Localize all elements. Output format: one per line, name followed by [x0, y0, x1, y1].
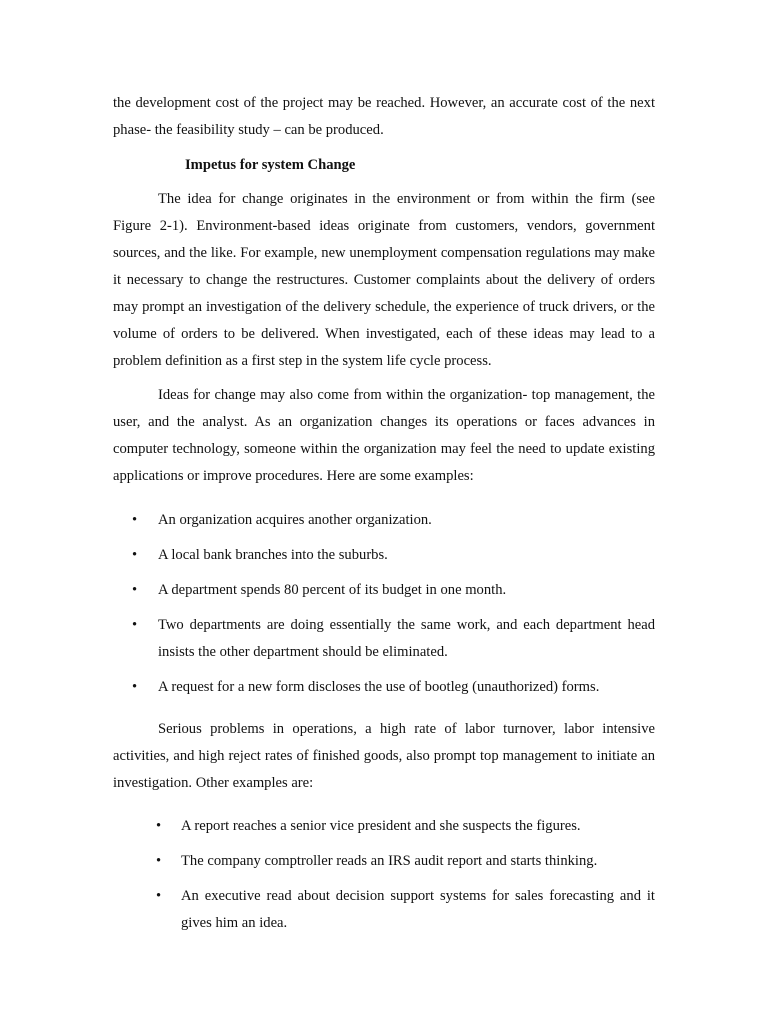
other-examples-list	[113, 813, 655, 937]
document-page	[113, 90, 655, 945]
list-item: • A department spends 80 percent of its budget in one month.	[113, 577, 655, 604]
intro-paragraph: the development cost of the project may be reached. However, an accurate cost of the next phase- the feasibility study – can be produced.	[113, 95, 655, 138]
paragraph-internal-ideas: Ideas for change may also come from within the organization- top management, the user, and the analyst. As an organization changes its operations or faces advances in computer technology, someone within the organization may feel the need to update existing applications or improve procedures. Here are some examples:	[113, 387, 655, 484]
list-item: • A report reaches a senior vice president and she suspects the figures.	[113, 813, 655, 840]
examples-list	[113, 507, 655, 701]
section-heading: Impetus for system Change	[185, 157, 356, 173]
list-item: • An organization acquires another organization.	[113, 507, 655, 534]
list-item: • Two departments are doing essentially the same work, and each department head insists the other department should be eliminated.	[113, 612, 655, 666]
list-item: • A local bank branches into the suburbs.	[113, 542, 655, 569]
list-item: • An executive read about decision support systems for sales forecasting and it gives him an idea.	[113, 883, 655, 937]
paragraph-environment: The idea for change originates in the environment or from within the firm (see Figure 2-1). Environment-based ideas originate from customers, vendors, government sources, and the like. For example, new unemployment compensation regulations may make it necessary to change the restructures. Customer complaints about the delivery of orders may prompt an investigation of the delivery schedule, the experience of truck drivers, or the volume of orders to be delivered. When investigated, each of these ideas may lead to a problem definition as a first step in the system life cycle process.	[113, 191, 655, 369]
list-item: • The company comptroller reads an IRS audit report and starts thinking.	[113, 848, 655, 875]
paragraph-serious-problems: Serious problems in operations, a high rate of labor turnover, labor intensive activities, and high reject rates of finished goods, also prompt top management to initiate an investigation. Other examples are:	[113, 721, 655, 791]
list-item: • A request for a new form discloses the use of bootleg (unauthorized) forms.	[113, 674, 655, 701]
